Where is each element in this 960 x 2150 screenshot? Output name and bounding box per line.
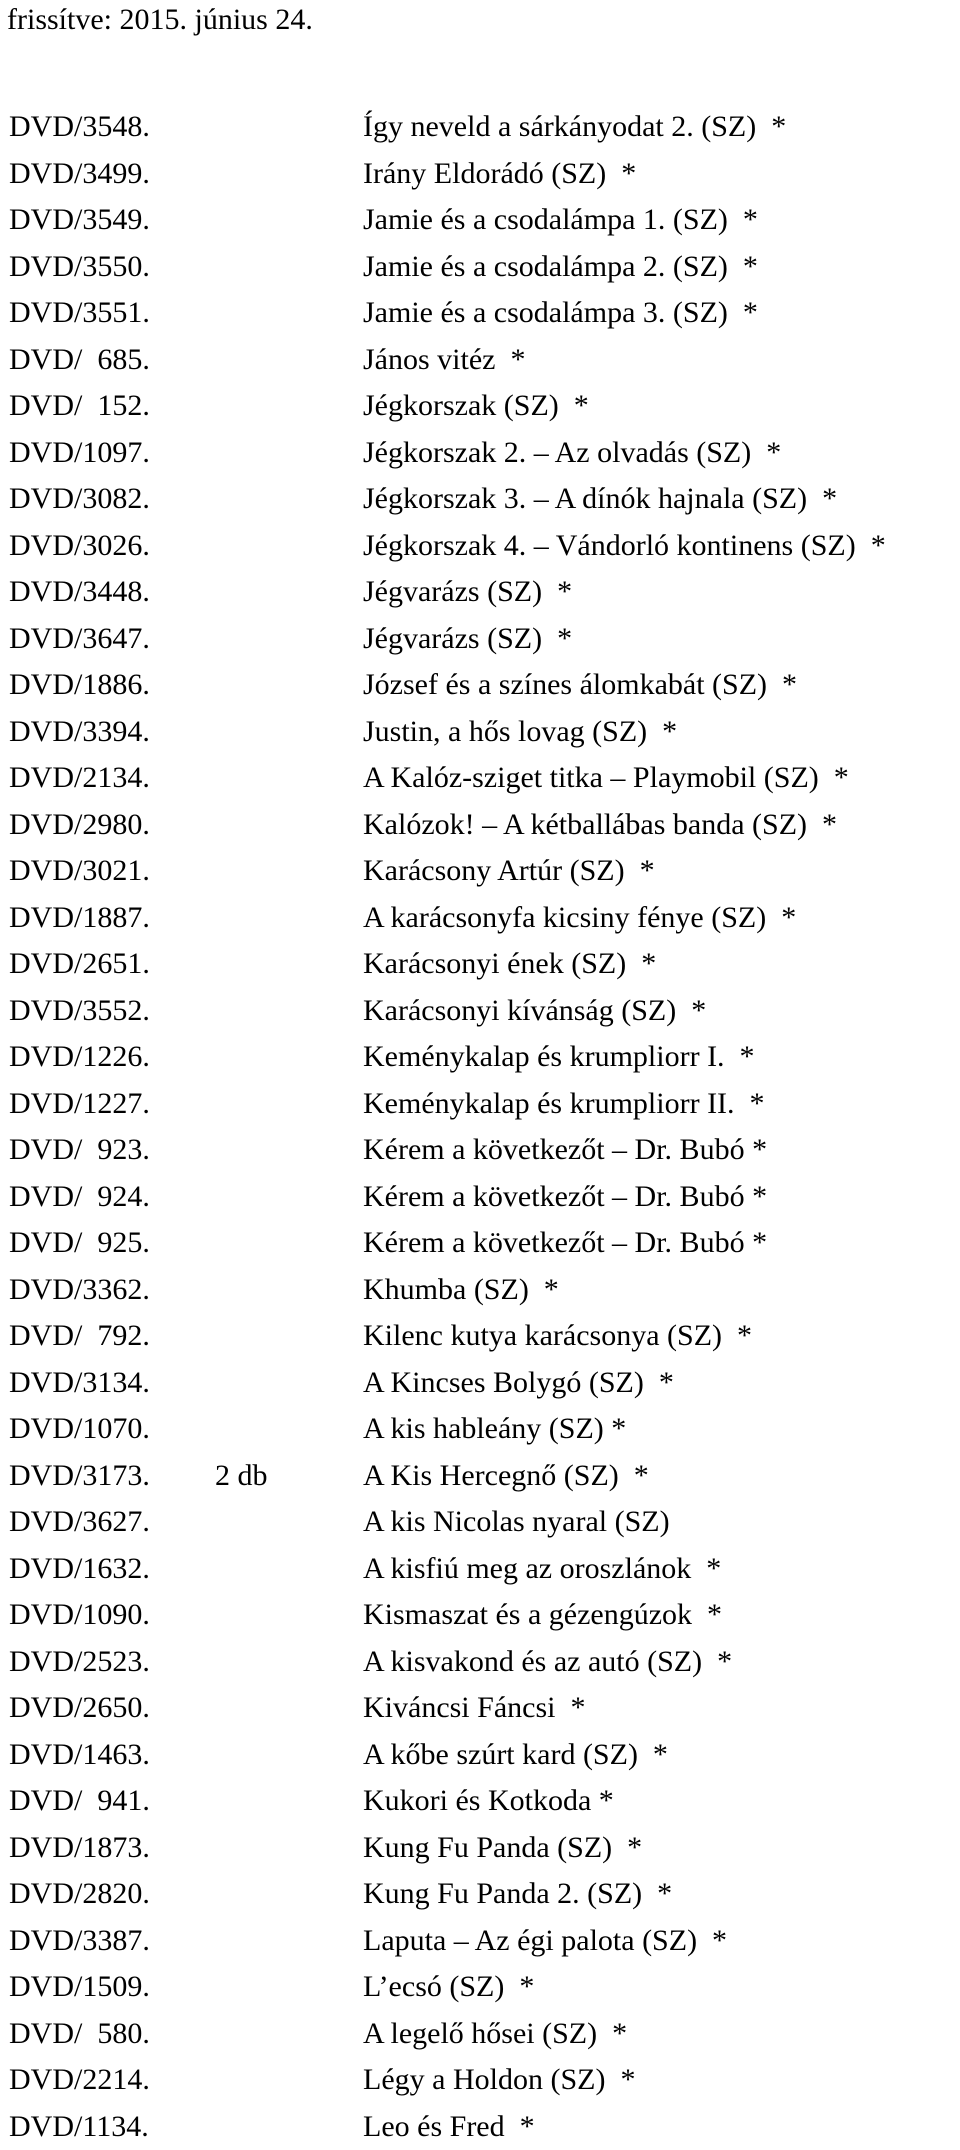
dvd-title: A kisfiú meg az oroszlánok *	[363, 1546, 721, 1593]
dvd-code: DVD/3627.	[9, 1499, 150, 1546]
dvd-title: Khumba (SZ) *	[363, 1267, 559, 1314]
dvd-code: DVD/1887.	[9, 895, 150, 942]
dvd-title: Karácsonyi ének (SZ) *	[363, 941, 656, 988]
dvd-title: János vitéz *	[363, 337, 525, 384]
list-item	[0, 1360, 960, 1407]
list-item	[0, 1871, 960, 1918]
updated-date: frissítve: 2015. június 24.	[7, 0, 313, 40]
list-item	[0, 1034, 960, 1081]
list-item	[0, 430, 960, 477]
list-item	[0, 848, 960, 895]
list-item	[0, 1778, 960, 1825]
dvd-code: DVD/ 580.	[9, 2011, 150, 2058]
list-item	[0, 476, 960, 523]
dvd-code: DVD/3549.	[9, 197, 150, 244]
list-item	[0, 988, 960, 1035]
dvd-code: DVD/3021.	[9, 848, 150, 895]
dvd-code: DVD/3362.	[9, 1267, 150, 1314]
list-item	[0, 941, 960, 988]
dvd-title: Jégkorszak 4. – Vándorló kontinens (SZ) *	[363, 523, 886, 570]
dvd-code: DVD/3173.	[9, 1453, 150, 1500]
list-item	[0, 383, 960, 430]
dvd-title: Leo és Fred *	[363, 2104, 535, 2150]
dvd-code: DVD/3026.	[9, 523, 150, 570]
dvd-title: A kis hableány (SZ) *	[363, 1406, 626, 1453]
list-item	[0, 1267, 960, 1314]
dvd-code: DVD/1463.	[9, 1732, 150, 1779]
list-item	[0, 1639, 960, 1686]
list-item	[0, 895, 960, 942]
dvd-title: Kung Fu Panda (SZ) *	[363, 1825, 642, 1872]
dvd-code: DVD/3082.	[9, 476, 150, 523]
dvd-code: DVD/ 924.	[9, 1174, 150, 1221]
list-item	[0, 290, 960, 337]
dvd-code: DVD/3394.	[9, 709, 150, 756]
dvd-title: Jamie és a csodalámpa 1. (SZ) *	[363, 197, 758, 244]
list-item	[0, 104, 960, 151]
list-item	[0, 2057, 960, 2104]
dvd-code: DVD/1509.	[9, 1964, 150, 2011]
list-item	[0, 1825, 960, 1872]
dvd-title: A kőbe szúrt kard (SZ) *	[363, 1732, 668, 1779]
dvd-title: Jégvarázs (SZ) *	[363, 569, 572, 616]
list-item	[0, 1127, 960, 1174]
dvd-title: Jégvarázs (SZ) *	[363, 616, 572, 663]
list-item	[0, 337, 960, 384]
dvd-title: Kismaszat és a gézengúzok *	[363, 1592, 722, 1639]
list-item	[0, 1732, 960, 1779]
dvd-code: DVD/3647.	[9, 616, 150, 663]
dvd-title: A Kincses Bolygó (SZ) *	[363, 1360, 674, 1407]
dvd-code: DVD/1226.	[9, 1034, 150, 1081]
dvd-code: DVD/2651.	[9, 941, 150, 988]
list-item	[0, 1592, 960, 1639]
dvd-title: Justin, a hős lovag (SZ) *	[363, 709, 677, 756]
list-item	[0, 197, 960, 244]
list-item	[0, 1453, 960, 1500]
dvd-title: L’ecsó (SZ) *	[363, 1964, 534, 2011]
dvd-code: DVD/3134.	[9, 1360, 150, 1407]
list-item	[0, 662, 960, 709]
dvd-title: Így neveld a sárkányodat 2. (SZ) *	[363, 104, 786, 151]
dvd-title: Kérem a következőt – Dr. Bubó *	[363, 1127, 767, 1174]
dvd-code: DVD/3550.	[9, 244, 150, 291]
dvd-title: Jégkorszak 3. – A dínók hajnala (SZ) *	[363, 476, 837, 523]
list-item	[0, 523, 960, 570]
list-item	[0, 2104, 960, 2150]
dvd-title: A karácsonyfa kicsiny fénye (SZ) *	[363, 895, 796, 942]
dvd-title: Jamie és a csodalámpa 3. (SZ) *	[363, 290, 758, 337]
list-item	[0, 244, 960, 291]
list-item	[0, 1918, 960, 1965]
dvd-code: DVD/ 685.	[9, 337, 150, 384]
dvd-title: Kérem a következőt – Dr. Bubó *	[363, 1220, 767, 1267]
dvd-title: Kukori és Kotkoda *	[363, 1778, 614, 1825]
dvd-title: A legelő hősei (SZ) *	[363, 2011, 627, 2058]
list-item	[0, 151, 960, 198]
list-item	[0, 1220, 960, 1267]
list-item	[0, 2011, 960, 2058]
dvd-code: DVD/2820.	[9, 1871, 150, 1918]
list-item	[0, 1546, 960, 1593]
dvd-title: Kérem a következőt – Dr. Bubó *	[363, 1174, 767, 1221]
list-item	[0, 802, 960, 849]
dvd-code: DVD/1886.	[9, 662, 150, 709]
dvd-title: Keménykalap és krumpliorr II. *	[363, 1081, 765, 1128]
dvd-code: DVD/ 925.	[9, 1220, 150, 1267]
dvd-list	[0, 104, 960, 2150]
dvd-title: A kisvakond és az autó (SZ) *	[363, 1639, 732, 1686]
dvd-title: Kalózok! – A kétballábas banda (SZ) *	[363, 802, 837, 849]
dvd-code: DVD/3552.	[9, 988, 150, 1035]
dvd-code: DVD/1134.	[9, 2104, 149, 2150]
dvd-title: Laputa – Az égi palota (SZ) *	[363, 1918, 727, 1965]
dvd-code: DVD/2134.	[9, 755, 150, 802]
dvd-code: DVD/1873.	[9, 1825, 150, 1872]
list-item	[0, 616, 960, 663]
list-item	[0, 1174, 960, 1221]
dvd-code: DVD/ 923.	[9, 1127, 150, 1174]
dvd-code: DVD/ 792.	[9, 1313, 150, 1360]
dvd-code: DVD/3548.	[9, 104, 150, 151]
list-item	[0, 569, 960, 616]
list-item	[0, 1081, 960, 1128]
dvd-code: DVD/1097.	[9, 430, 150, 477]
dvd-title: Kilenc kutya karácsonya (SZ) *	[363, 1313, 752, 1360]
dvd-title: A Kis Hercegnő (SZ) *	[363, 1453, 649, 1500]
list-item	[0, 1499, 960, 1546]
dvd-title: Jégkorszak (SZ) *	[363, 383, 589, 430]
dvd-title: Légy a Holdon (SZ) *	[363, 2057, 635, 2104]
list-item	[0, 709, 960, 756]
list-item	[0, 1685, 960, 1732]
dvd-code: DVD/ 941.	[9, 1778, 150, 1825]
dvd-code: DVD/3448.	[9, 569, 150, 616]
dvd-code: DVD/2980.	[9, 802, 150, 849]
dvd-title: József és a színes álomkabát (SZ) *	[363, 662, 797, 709]
dvd-code: DVD/1632.	[9, 1546, 150, 1593]
dvd-title: Jamie és a csodalámpa 2. (SZ) *	[363, 244, 758, 291]
list-item	[0, 1406, 960, 1453]
dvd-code: DVD/3499.	[9, 151, 150, 198]
dvd-title: Kung Fu Panda 2. (SZ) *	[363, 1871, 672, 1918]
dvd-code: DVD/1090.	[9, 1592, 150, 1639]
dvd-quantity: 2 db	[215, 1453, 268, 1500]
dvd-title: Jégkorszak 2. – Az olvadás (SZ) *	[363, 430, 781, 477]
dvd-title: Karácsony Artúr (SZ) *	[363, 848, 655, 895]
dvd-code: DVD/2214.	[9, 2057, 150, 2104]
dvd-title: A Kalóz-sziget titka – Playmobil (SZ) *	[363, 755, 849, 802]
dvd-code: DVD/1070.	[9, 1406, 150, 1453]
list-item	[0, 1313, 960, 1360]
dvd-code: DVD/2650.	[9, 1685, 150, 1732]
dvd-title: Irány Eldorádó (SZ) *	[363, 151, 636, 198]
dvd-code: DVD/ 152.	[9, 383, 150, 430]
dvd-code: DVD/3551.	[9, 290, 150, 337]
dvd-title: Kiváncsi Fáncsi *	[363, 1685, 585, 1732]
dvd-code: DVD/3387.	[9, 1918, 150, 1965]
dvd-title: Karácsonyi kívánság (SZ) *	[363, 988, 706, 1035]
dvd-title: A kis Nicolas nyaral (SZ)	[363, 1499, 670, 1546]
dvd-code: DVD/1227.	[9, 1081, 150, 1128]
list-item	[0, 755, 960, 802]
list-item	[0, 1964, 960, 2011]
dvd-code: DVD/2523.	[9, 1639, 150, 1686]
dvd-title: Keménykalap és krumpliorr I. *	[363, 1034, 755, 1081]
